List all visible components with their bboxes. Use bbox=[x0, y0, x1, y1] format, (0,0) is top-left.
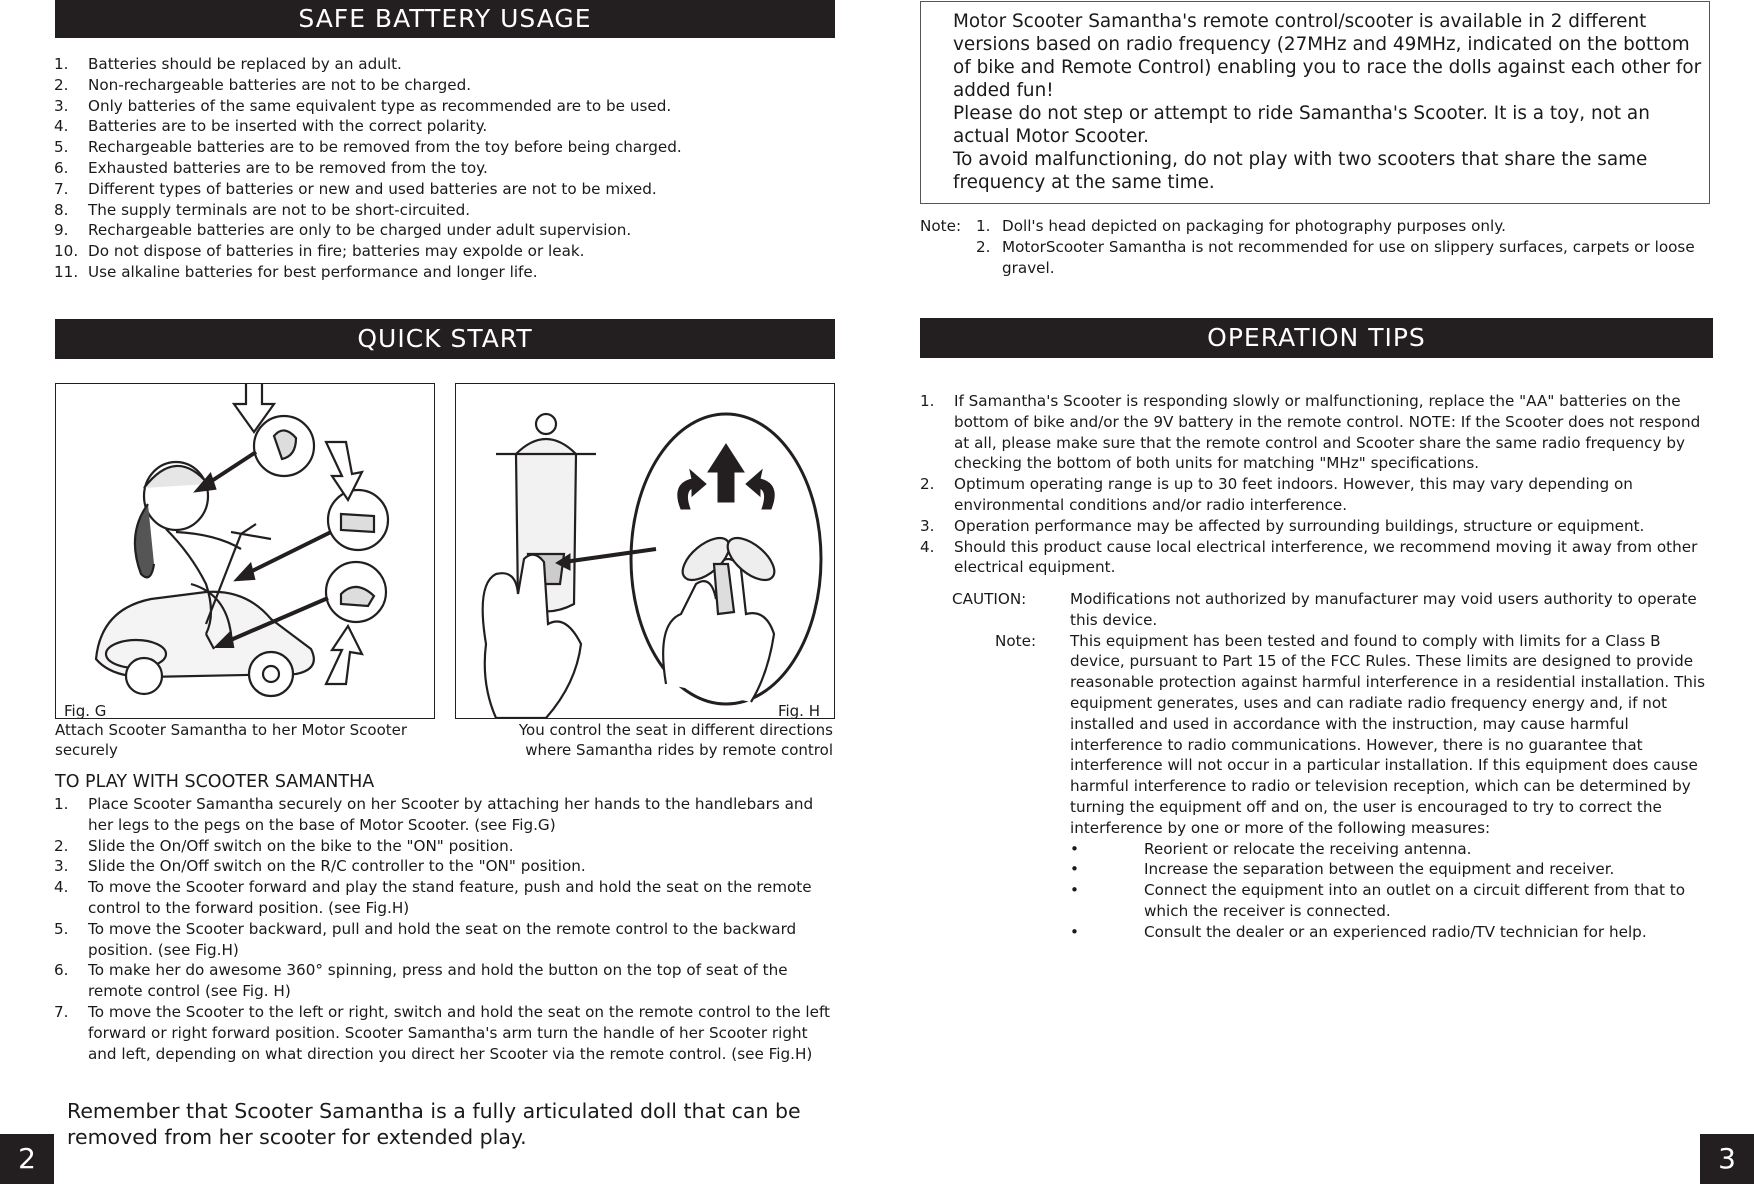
operation-tips-header bbox=[920, 318, 1713, 358]
doll-on-scooter-image bbox=[56, 384, 434, 718]
page-number-right: 3 bbox=[1700, 1134, 1754, 1184]
fcc-note-text: This equipment has been tested and found to comply with limits for a Class B device, pursuant to Part 15 of the FCC Rules. These limits are designed to provide reasonable protection against harmful interference in a residential installation. This equipment generates, uses and can radiate radio frequency energy and, if not installed and used in accordance with the instruction, may cause harmful interference to radio communications. However, there is no guarantee that interference will not occur in a particular installation. If this equipment does cause harmful interference to radio or television reception, which can be determined by turning the equipment off and on, the user is encouraged to try to correct the interference by one or more of the following measures: bbox=[1070, 631, 1706, 837]
info-paragraph-2: Please do not step or attempt to ride Samantha's Scooter. It is a toy, not an actual Motor Scooter. bbox=[953, 103, 1650, 147]
list-item: 2. Non-rechargeable batteries are not to be charged. bbox=[54, 75, 472, 94]
note-row-2: 2. MotorScooter Samantha is not recommended for use on slippery surfaces, carpets or loose gravel. bbox=[976, 237, 1695, 277]
packaging-notes bbox=[920, 216, 1720, 278]
list-item: 7. Different types of batteries or new and used batteries are not to be mixed. bbox=[54, 179, 657, 198]
fig-h-label: Fig. H bbox=[777, 702, 820, 720]
list-item: 6. To make her do awesome 360° spinning, press and hold the button on the top of seat of the remote control (see Fig. H) bbox=[54, 961, 788, 1001]
fig-h-illustration bbox=[455, 383, 835, 719]
list-item: 1. If Samantha's Scooter is responding slowly or malfunctioning, replace the "AA" batteries on the bottom of bike and/or the 9V battery in the remote control. NOTE: If the Scooter does not respond at all, please make sure that the remote control and Scooter share the same radio frequency by checking the bottom of both units for matching "MHz" specifications. bbox=[920, 392, 1701, 473]
list-item: • Reorient or relocate the receiving antenna. bbox=[1070, 839, 1472, 858]
list-item: 3. Slide the On/Off switch on the R/C controller to the "ON" position. bbox=[54, 857, 586, 876]
caution-row bbox=[952, 589, 1712, 631]
operation-tips-list bbox=[920, 391, 1715, 578]
list-item: 2. Optimum operating range is up to 30 feet indoors. However, this may vary depending on environmental conditions and/or radio interference. bbox=[920, 475, 1633, 514]
quick-start-header bbox=[55, 319, 835, 359]
battery-rules-list bbox=[54, 54, 834, 283]
list-item: 4. Batteries are to be inserted with the correct polarity. bbox=[54, 117, 488, 136]
list-item: 10. Do not dispose of batteries in fire; batteries may expolde or leak. bbox=[54, 242, 585, 261]
list-item: • Connect the equipment into an outlet on a circuit different from that to which the receiver is connected. bbox=[1070, 881, 1686, 920]
safe-battery-usage-title: SAFE BATTERY USAGE bbox=[298, 4, 592, 33]
list-item: 4. To move the Scooter forward and play the stand feature, push and hold the seat on the remote control to the forward position. (see Fig.H) bbox=[54, 878, 812, 917]
list-item: 6. Exhausted batteries are to be removed from the toy. bbox=[54, 158, 488, 177]
list-item: • Increase the separation between the equipment and receiver. bbox=[1070, 860, 1615, 879]
list-item: 5. Rechargeable batteries are to be removed from the toy before being charged. bbox=[54, 138, 682, 157]
list-item: 5. To move the Scooter backward, pull and hold the seat on the remote control to the backward position. (see Fig.H) bbox=[54, 919, 797, 959]
fig-g-illustration bbox=[55, 383, 435, 719]
remote-control-image bbox=[456, 384, 834, 718]
play-heading: TO PLAY WITH SCOOTER SAMANTHA bbox=[55, 772, 375, 792]
list-item: 2. Slide the On/Off switch on the bike to the "ON" position. bbox=[54, 836, 514, 855]
list-item: 3. Only batteries of the same equivalent type as recommended are to be used. bbox=[54, 96, 672, 115]
interference-measures-list bbox=[1070, 839, 1712, 943]
info-paragraph-1: Motor Scooter Samantha's remote control/scooter is available in 2 different versions based on radio frequency (27MHz and 49MHz, indicated on the bottom of bike and Remote Control) enabling you to race the dolls against each other for added fun! bbox=[953, 11, 1702, 101]
fcc-note-row bbox=[952, 631, 1712, 943]
list-item: 4. Should this product cause local electrical interference, we recommend moving it away from other electrical equipment. bbox=[920, 537, 1698, 577]
info-paragraph-3: To avoid malfunctioning, do not play with two scooters that share the same frequency at the same time. bbox=[953, 149, 1648, 193]
info-box bbox=[920, 1, 1710, 204]
play-steps-list bbox=[54, 794, 834, 1064]
remember-note: Remember that Scooter Samantha is a fully articulated doll that can be removed from her scooter for extended play. bbox=[67, 1099, 801, 1149]
safe-battery-usage-header bbox=[55, 0, 835, 38]
quick-start-title: QUICK START bbox=[357, 324, 533, 353]
page-number-left: 2 bbox=[0, 1134, 54, 1184]
fig-g-caption: Attach Scooter Samantha to her Motor Scooter securely bbox=[55, 721, 408, 759]
list-item: 11. Use alkaline batteries for best performance and longer life. bbox=[54, 262, 538, 281]
caution-block bbox=[952, 589, 1712, 943]
list-item: 1. Place Scooter Samantha securely on her Scooter by attaching her hands to the handlebars and her legs to the pegs on the base of Motor Scooter. (see Fig.G) bbox=[54, 795, 814, 834]
caution-label: CAUTION: bbox=[952, 590, 1027, 608]
note-row-1: Note: 1. Doll's head depicted on packaging for photography purposes only. bbox=[920, 217, 1506, 235]
fig-g-label: Fig. G bbox=[64, 702, 107, 720]
list-item: • Consult the dealer or an experienced radio/TV technician for help. bbox=[1070, 922, 1647, 941]
fcc-note-label: Note: bbox=[995, 631, 1037, 650]
caution-text: Modifications not authorized by manufacturer may void users authority to operate this device. bbox=[1070, 590, 1697, 629]
operation-tips-title: OPERATION TIPS bbox=[1207, 323, 1426, 352]
fig-h-caption-line-2: where Samantha rides by remote control bbox=[525, 741, 833, 759]
list-item: 9. Rechargeable batteries are only to be charged under adult supervision. bbox=[54, 221, 632, 240]
list-item: 1. Batteries should be replaced by an adult. bbox=[54, 55, 402, 73]
fig-h-caption bbox=[455, 720, 833, 760]
list-item: 3. Operation performance may be affected by surrounding buildings, structure or equipment. bbox=[920, 516, 1645, 535]
list-item: 8. The supply terminals are not to be short-circuited. bbox=[54, 200, 471, 219]
fig-h-caption-line-1: You control the seat in different directions bbox=[518, 721, 833, 739]
note-label: Note: bbox=[920, 217, 962, 235]
list-item: 7. To move the Scooter to the left or right, switch and hold the seat on the remote control to the left forward or right forward position. Scooter Samantha's arm turn the handle of her Scooter right and left, depending on what direction you direct her Scooter via the remote control. (see Fig.H) bbox=[54, 1002, 830, 1063]
